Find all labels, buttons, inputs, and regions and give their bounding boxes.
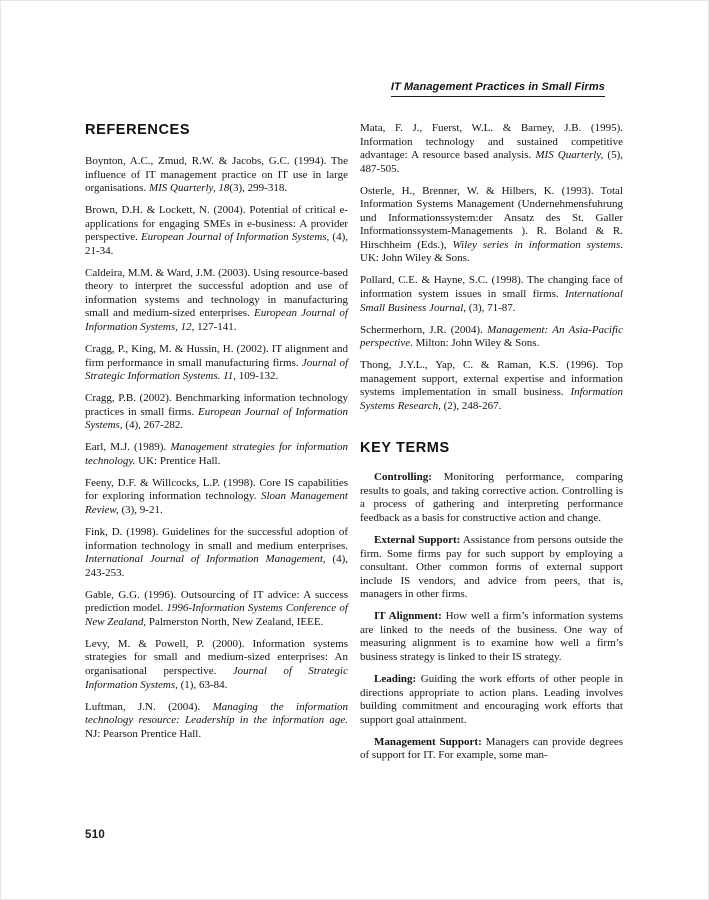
reference-entry: Earl, M.J. (1989). Management strategies for information technology. UK: Prentice Hall. <box>85 441 348 467</box>
reference-entry: Gable, G.G. (1996). Outsourcing of IT advice: A success prediction model. 1996-Information Systems Conference of New Zealand, Palmerston North, New Zealand, IEEE. <box>85 588 348 628</box>
right-column <box>360 122 623 771</box>
key-term-entry: IT Alignment: How well a firm’s information systems are linked to the needs of the business. One way of measuring alignment is to examine how well a firm’s business strategy is linked to their IS strategy. <box>360 610 623 663</box>
reference-entry: Schermerhorn, J.R. (2004). Management: An Asia-Pacific perspective. Milton: John Wiley & Sons. <box>360 323 623 350</box>
reference-entry: Thong, J.Y.L., Yap, C. & Raman, K.S. (1996). Top management support, external expertise and information systems implementation in small business. Information Systems Research, (2), 248-267. <box>360 359 623 412</box>
reference-entry: Luftman, J.N. (2004). Managing the information technology resource: Leadership in the information age. NJ: Pearson Prentice Hall. <box>85 700 348 740</box>
reference-entry: Fink, D. (1998). Guidelines for the successful adoption of information technology in small and medium enterprises. International Journal of Information Management, (4), 243-253. <box>85 526 349 579</box>
left-column <box>85 122 348 741</box>
key-term-label: External Support: <box>374 534 461 547</box>
key-terms-heading: KEY TERMS <box>360 440 450 457</box>
key-term-entry: Leading: Guiding the work efforts of other people in directions appropriate to action plans. Leading involves building commitment and encouraging work efforts that support goal attainment. <box>360 673 623 726</box>
reference-entry: Pollard, C.E. & Hayne, S.C. (1998). The changing face of information system issues in small firms. International Small Business Journal, (3), 71-87. <box>360 274 623 314</box>
reference-entry: Brown, D.H. & Lockett, N. (2004). Potential of critical e-applications for engaging SMEs in e-business: A provider perspective. European Journal of Information Systems, (4), 21-34. <box>85 204 348 257</box>
key-term-entry: Management Support: Managers can provide degrees of support for IT. For example, some man- <box>360 735 623 762</box>
key-terms-list <box>360 471 623 762</box>
page-number: 510 <box>85 829 106 841</box>
key-term-label: Controlling: <box>374 471 432 484</box>
references-list-left <box>85 155 348 741</box>
running-head-title: IT Management Practices in Small Firms <box>391 81 605 97</box>
references-heading: REFERENCES <box>85 122 191 138</box>
reference-entry: Caldeira, M.M. & Ward, J.M. (2003). Using resource-based theory to interpret the successful adoption and use of information systems and technology in manufacturing small and medium-sized enterprises. European Journal of Information Systems, 12, 127-141. <box>85 266 348 334</box>
key-term-label: IT Alignment: <box>374 610 442 623</box>
reference-entry: Cragg, P.B. (2002). Benchmarking information technology practices in small firms. European Journal of Information Systems, (4), 267-282. <box>85 392 348 432</box>
reference-entry: Levy, M. & Powell, P. (2000). Information systems strategies for small and medium-sized enterprises: An organisational perspective. Journal of Strategic Information Systems, (1), 63-84. <box>85 637 348 691</box>
reference-entry: Feeny, D.F. & Willcocks, L.P. (1998). Core IS capabilities for exploring information technology. Sloan Management Review, (3), 9-21. <box>85 476 348 517</box>
key-term-entry: Controlling: Monitoring performance, comparing results to goals, and taking corrective action. Controlling is a process of gathering and interpreting performance feedback as a basis for constructive action and change. <box>360 471 623 525</box>
references-list-right <box>360 122 623 413</box>
reference-entry: Cragg, P., King, M. & Hussin, H. (2002). IT alignment and firm performance in small manufacturing firms. Journal of Strategic Information Systems. 11, 109-132. <box>85 343 348 383</box>
reference-entry: Osterle, H., Brenner, W. & Hilbers, K. (1993). Total Information Systems Management (Undernehmensfuhrung und Informationssystem:der Ansatz des St. Galler Informationssystem-Managements ). R. Boland & R. Hirschheim (Eds.), Wiley series in information systems. UK: John Wiley & Sons. <box>360 184 623 265</box>
reference-entry: Mata, F. J., Fuerst, W.L. & Barney, J.B. (1995). Information technology and sustained competitive advantage: A resource based analysis. MIS Quarterly, (5), 487-505. <box>360 122 624 175</box>
key-term-entry: External Support: Assistance from persons outside the firm. Some firms pay for such support by employing a consultant. Other common forms of external support include IS vendors, and advice from peers, that is, managers in other firms. <box>360 534 623 601</box>
key-term-label: Leading: <box>374 673 417 685</box>
key-term-label: Management Support: <box>374 735 482 748</box>
reference-entry: Boynton, A.C., Zmud, R.W. & Jacobs, G.C. (1994). The influence of IT management practice on IT use in large organisations. MIS Quarterly, 18(3), 299-318. <box>85 155 348 195</box>
